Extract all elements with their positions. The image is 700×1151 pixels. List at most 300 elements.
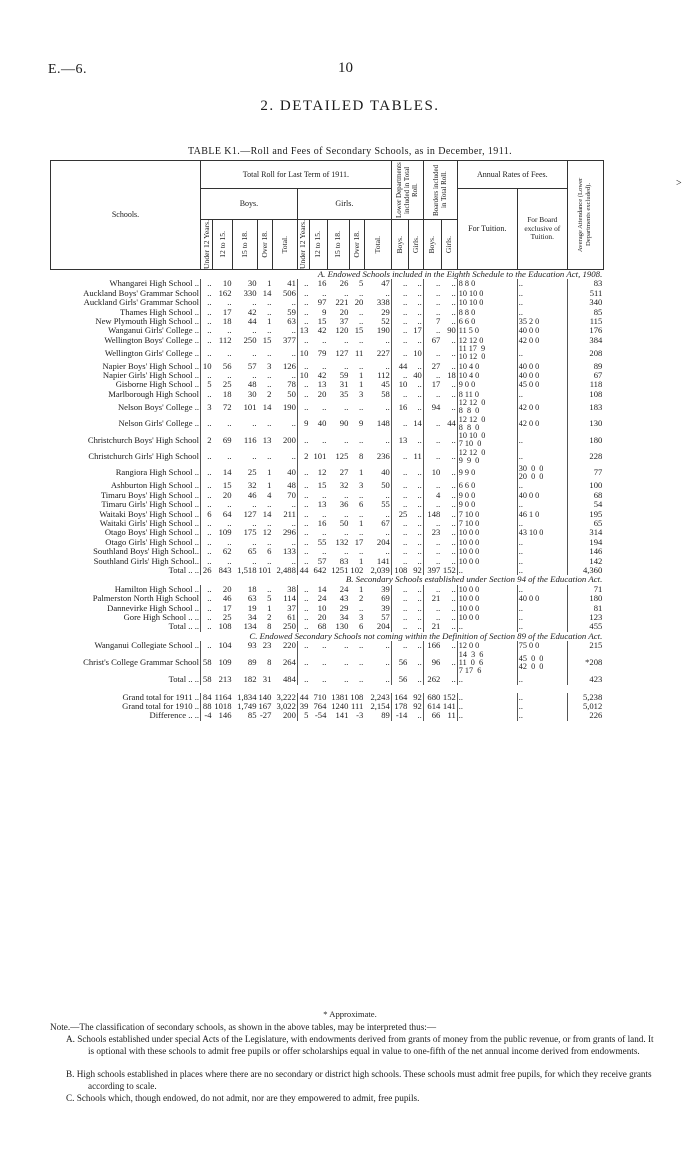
- table-cell: 14: [222, 467, 232, 478]
- school-name: New Plymouth High School ..: [95, 317, 199, 327]
- table-cell: 10 10 0: [457, 298, 517, 307]
- table-row: [51, 538, 604, 547]
- table-cell: ..: [517, 449, 567, 465]
- table-cell: ..: [451, 622, 456, 632]
- table-cell: ..: [358, 528, 364, 538]
- col-header: [272, 220, 297, 270]
- table-cell: 94: [423, 399, 441, 415]
- table-cell: 45 0 0: [517, 380, 567, 389]
- table-cell: ..: [201, 416, 213, 432]
- table-cell: 92: [413, 702, 422, 712]
- table-cell: ..: [417, 556, 422, 566]
- table-cell: ..: [391, 604, 408, 613]
- roll-fees-table: [50, 160, 604, 721]
- table-cell: 20: [222, 584, 232, 594]
- school-name: Difference .. ..: [149, 711, 199, 721]
- col-label: Girls.: [410, 235, 420, 254]
- table-cell: 2,243: [370, 692, 390, 702]
- table-cell: 69: [222, 434, 232, 445]
- table-cell: 21: [423, 622, 441, 631]
- table-cell: ..: [391, 528, 408, 537]
- table-cell: 79: [317, 347, 327, 358]
- table-cell: 146: [218, 711, 232, 721]
- table-cell: 11: [413, 451, 422, 461]
- table-cell: 211: [283, 509, 296, 519]
- col-header: [441, 220, 457, 270]
- table-row: [51, 298, 604, 307]
- girls-header: Girls.: [297, 189, 391, 220]
- table-cell: ..: [291, 371, 296, 381]
- table-cell: 134: [243, 622, 257, 632]
- table-cell: ..: [344, 361, 349, 371]
- table-cell: ..: [267, 326, 272, 336]
- table-cell: ..: [201, 390, 213, 399]
- table-cell: ..: [358, 335, 364, 345]
- table-cell: 8: [358, 451, 364, 461]
- table-cell: 120: [335, 326, 349, 336]
- school-name: Otago Boys' High School ..: [104, 528, 199, 538]
- table-cell: ..: [297, 390, 309, 399]
- table-cell: 114: [283, 594, 296, 604]
- table-cell: 152: [442, 565, 456, 575]
- table-cell: ..: [451, 279, 456, 289]
- school-name: Palmerston North High School: [92, 594, 199, 604]
- table-cell: ..: [201, 641, 213, 650]
- page-number: 10: [338, 60, 353, 76]
- col-label: Under 12 Years.: [298, 220, 308, 269]
- col-label: 15 to 18.: [240, 231, 249, 258]
- table-cell: ..: [291, 518, 296, 528]
- table-cell: ..: [201, 317, 213, 326]
- table-cell: ..: [451, 317, 456, 327]
- table-cell: -3: [356, 711, 364, 721]
- table-cell: 264: [283, 657, 296, 668]
- table-cell: 6: [358, 500, 364, 510]
- table-cell: 130: [567, 416, 603, 432]
- table-cell: 29: [339, 603, 349, 613]
- table-cell: 10 0 0: [457, 538, 517, 547]
- table-cell: 2: [297, 449, 309, 465]
- table-cell: ..: [322, 528, 327, 538]
- table-cell: 127: [335, 347, 349, 358]
- table-body: [51, 270, 604, 721]
- table-cell: ..: [451, 467, 456, 478]
- table-cell: ..: [201, 298, 213, 307]
- table-cell: 142: [567, 557, 603, 566]
- table-cell: ..: [451, 380, 456, 390]
- table-cell: ..: [391, 416, 408, 432]
- col-label: Total.: [372, 235, 382, 254]
- table-cell: 44: [247, 317, 257, 327]
- table-cell: 44: [447, 418, 456, 429]
- table-cell: ..: [322, 641, 327, 651]
- table-cell: ..: [451, 641, 456, 651]
- table-cell: 204: [376, 537, 390, 547]
- table-cell: ..: [267, 518, 272, 528]
- table-cell: 10 4 0: [457, 362, 517, 371]
- table-cell: 5,238: [567, 693, 603, 702]
- table-cell: ..: [252, 537, 257, 547]
- table-cell: ..: [227, 326, 232, 336]
- table-cell: 296: [283, 528, 296, 538]
- boarders-header: [423, 161, 457, 220]
- table-cell: -54: [314, 711, 327, 721]
- table-cell: ..: [344, 547, 349, 557]
- table-cell: ..: [267, 584, 272, 594]
- table-cell: ..: [252, 298, 257, 308]
- table-cell: ..: [201, 613, 213, 622]
- table-header: [51, 161, 604, 270]
- table-cell: ..: [227, 556, 232, 566]
- table-cell: 45 0 0 42 0 0: [517, 651, 567, 676]
- table-cell: 63: [247, 594, 257, 604]
- table-cell: ..: [385, 490, 390, 500]
- table-cell: 204: [376, 622, 390, 632]
- table-cell: 180: [567, 594, 603, 603]
- table-cell: 42 0 0: [517, 336, 567, 345]
- col-label: 12 to 15.: [313, 231, 323, 258]
- table-cell: ..: [417, 641, 422, 651]
- table-cell: 89: [247, 657, 257, 668]
- table-cell: 9: [322, 307, 327, 317]
- table-cell: ..: [201, 547, 213, 556]
- table-cell: ..: [267, 380, 272, 390]
- table-cell: 54: [567, 500, 603, 509]
- table-cell: ..: [417, 380, 422, 390]
- table-cell: 44: [297, 693, 309, 702]
- table-cell: ..: [423, 345, 441, 361]
- table-cell: ..: [297, 289, 309, 298]
- table-cell: 90: [447, 326, 456, 336]
- table-cell: 133: [283, 547, 296, 557]
- school-name: Timaru Boys' High School ..: [100, 490, 199, 500]
- table-cell: ..: [344, 335, 349, 345]
- col-header: [327, 220, 349, 270]
- table-cell: 16: [317, 279, 327, 289]
- table-cell: ..: [201, 465, 213, 481]
- table-cell: ..: [227, 347, 232, 358]
- table-cell: ..: [417, 711, 422, 721]
- table-cell: 15: [354, 326, 364, 336]
- table-cell: 36: [339, 500, 349, 510]
- table-cell: ..: [358, 434, 364, 445]
- table-cell: 15: [317, 481, 327, 491]
- table-cell: 92: [413, 692, 422, 702]
- col-label: 15 to 18.: [333, 231, 343, 258]
- table-cell: 250: [283, 622, 296, 632]
- table-cell: ..: [451, 556, 456, 566]
- table-cell: 31: [262, 675, 272, 685]
- table-row: [51, 326, 604, 335]
- table-cell: ..: [358, 547, 364, 557]
- table-cell: ..: [517, 345, 567, 361]
- table-cell: 8 8 0: [457, 279, 517, 288]
- table-cell: 12 12 0: [457, 336, 517, 345]
- table-cell: ..: [451, 518, 456, 528]
- table-cell: ..: [417, 500, 422, 510]
- table-cell: 455: [567, 622, 603, 631]
- table-cell: 8: [267, 622, 272, 632]
- table-cell: ..: [417, 335, 422, 345]
- table-cell: 78: [287, 380, 296, 390]
- table-cell: 37: [339, 317, 349, 327]
- schools-header: Schools.: [51, 161, 201, 270]
- table-cell: 1: [358, 380, 364, 390]
- school-name: Thames High School ..: [119, 307, 199, 317]
- table-cell: ..: [227, 451, 232, 461]
- table-cell: 4: [423, 491, 441, 500]
- table-cell: ..: [291, 556, 296, 566]
- table-cell: 39: [381, 603, 390, 613]
- table-row: [51, 641, 604, 650]
- table-cell: ..: [385, 528, 390, 538]
- section-caption-row: [51, 632, 604, 641]
- table-cell: 20: [317, 613, 327, 622]
- table-cell: ..: [297, 613, 309, 622]
- table-cell: 46 1 0: [517, 510, 567, 519]
- table-cell: ..: [227, 418, 232, 429]
- table-cell: 25: [222, 613, 232, 622]
- table-cell: 104: [218, 641, 232, 651]
- table-cell: 21: [423, 594, 441, 603]
- table-cell: ..: [358, 307, 364, 317]
- table-cell: 17: [413, 326, 422, 336]
- table-cell: 30: [247, 279, 257, 289]
- school-name: Total .. ..: [168, 565, 199, 575]
- table-row: [51, 416, 604, 432]
- table-cell: ..: [391, 557, 408, 566]
- table-cell: ..: [201, 594, 213, 603]
- table-cell: 96: [423, 651, 441, 676]
- table-cell: 17: [423, 380, 441, 389]
- table-cell: ..: [391, 317, 408, 326]
- table-row: [51, 500, 604, 509]
- table-cell: ..: [385, 288, 390, 298]
- table-cell: 11 5 0: [457, 326, 517, 335]
- table-cell: ..: [227, 371, 232, 381]
- table-cell: 67: [567, 371, 603, 380]
- table-cell: ..: [517, 693, 567, 702]
- table-cell: 3,022: [276, 702, 296, 712]
- table-cell: ..: [322, 490, 327, 500]
- table-cell: 1: [358, 518, 364, 528]
- table-cell: 14: [262, 401, 272, 412]
- table-cell: ..: [297, 432, 309, 448]
- table-cell: 83: [567, 279, 603, 288]
- table-cell: 164: [391, 693, 408, 702]
- table-cell: ..: [385, 335, 390, 345]
- school-name: Christ's College Grammar School: [83, 657, 199, 668]
- table-cell: 12 12 0 8 8 0: [457, 416, 517, 432]
- table-cell: ..: [391, 465, 408, 481]
- table-row: [51, 308, 604, 317]
- table-cell: ..: [267, 298, 272, 308]
- table-cell: 12 12 0 8 8 0: [457, 399, 517, 415]
- table-row: [51, 362, 604, 371]
- table-cell: ..: [451, 298, 456, 308]
- table-cell: 4,360: [567, 566, 603, 575]
- table-cell: ..: [391, 641, 408, 650]
- table-cell: ..: [423, 416, 441, 432]
- table-cell: 12 0 0: [457, 641, 517, 650]
- table-cell: 40 0 0: [517, 594, 567, 603]
- table-cell: 2: [201, 432, 213, 448]
- table-cell: ..: [201, 491, 213, 500]
- table-cell: 12: [317, 467, 327, 478]
- table-cell: 423: [567, 675, 603, 684]
- table-cell: 111: [351, 702, 364, 712]
- table-cell: 6 6 0: [457, 317, 517, 326]
- school-name: Total .. ..: [168, 622, 199, 632]
- table-cell: ..: [201, 481, 213, 490]
- table-cell: 29: [381, 307, 390, 317]
- table-cell: ..: [457, 711, 517, 720]
- table-cell: 34: [339, 613, 349, 622]
- boarders-label: Boarders included in Total Roll.: [432, 164, 449, 216]
- table-cell: 48: [247, 380, 257, 390]
- table-cell: ..: [517, 500, 567, 509]
- table-cell: ..: [297, 594, 309, 603]
- table-cell: 70: [287, 490, 296, 500]
- table-cell: ..: [451, 547, 456, 557]
- table-cell: 194: [567, 538, 603, 547]
- table-cell: ..: [291, 418, 296, 429]
- table-cell: 764: [313, 702, 327, 712]
- table-cell: 11: [355, 347, 364, 358]
- table-cell: ..: [297, 557, 309, 566]
- table-cell: 5: [267, 594, 272, 604]
- table-cell: 38: [287, 584, 296, 594]
- for-tuition-header: For Tuition.: [457, 189, 517, 270]
- table-cell: 44: [391, 362, 408, 371]
- section-caption: A. Endowed Schools included in the Eighth Schedule to the Education Act, 1908.: [317, 269, 603, 279]
- table-cell: 40: [317, 418, 327, 429]
- table-cell: ..: [322, 547, 327, 557]
- table-cell: 15: [222, 481, 232, 491]
- table-cell: 85: [247, 711, 257, 721]
- table-cell: 3,222: [276, 692, 296, 702]
- avg-attendance-header: [567, 161, 603, 270]
- table-cell: 40 0 0: [517, 362, 567, 371]
- table-cell: 30 0 0 20 0 0: [517, 465, 567, 481]
- table-cell: ..: [344, 657, 349, 668]
- col-header: [233, 220, 258, 270]
- table-cell: ..: [391, 613, 408, 622]
- table-cell: 14: [262, 509, 272, 519]
- table-cell: ..: [517, 298, 567, 307]
- table-row: [51, 613, 604, 622]
- table-cell: ..: [344, 401, 349, 412]
- table-cell: 8 8 0: [457, 308, 517, 317]
- boys-header: Boys.: [201, 189, 298, 220]
- table-cell: ..: [267, 418, 272, 429]
- page-title: 2. DETAILED TABLES.: [260, 98, 440, 114]
- table-cell: ..: [517, 308, 567, 317]
- table-cell: 39: [381, 584, 390, 594]
- table-cell: ..: [297, 491, 309, 500]
- table-row: [51, 371, 604, 380]
- table-cell: 44: [297, 566, 309, 575]
- table-cell: ..: [291, 451, 296, 461]
- table-cell: 330: [243, 288, 257, 298]
- table-cell: ..: [201, 345, 213, 361]
- table-cell: ..: [385, 547, 390, 557]
- table-cell: 108: [567, 390, 603, 399]
- margin-mark: >: [676, 178, 682, 189]
- table-cell: ..: [227, 298, 232, 308]
- table-cell: 61: [287, 613, 296, 622]
- table-cell: 190: [376, 326, 390, 336]
- table-cell: ..: [451, 528, 456, 538]
- table-cell: 200: [283, 434, 296, 445]
- col-label: Boys.: [394, 235, 404, 254]
- table-cell: 377: [283, 335, 296, 345]
- table-row: [51, 604, 604, 613]
- table-cell: 118: [567, 380, 603, 389]
- table-cell: ..: [451, 361, 456, 371]
- school-name: Wanganui Collegiate School ..: [94, 641, 199, 651]
- school-name: Ashburton High School ..: [110, 481, 199, 491]
- table-cell: -14: [391, 711, 408, 720]
- table-cell: ..: [451, 603, 456, 613]
- table-cell: 55: [317, 537, 327, 547]
- table-cell: 68: [317, 622, 327, 632]
- table-cell: 2,039: [370, 565, 390, 575]
- table-cell: 63: [287, 317, 296, 327]
- table-cell: 141: [376, 556, 390, 566]
- table-cell: 10 0 0: [457, 594, 517, 603]
- table-cell: ..: [267, 347, 272, 358]
- table-cell: ..: [297, 399, 309, 415]
- table-cell: ..: [201, 528, 213, 537]
- table-cell: 40 0 0: [517, 326, 567, 335]
- note-c: C. Schools which, though endowed, do not admit, nor are they empowered to admit, free pupils.: [66, 1093, 420, 1103]
- spacer-row: [51, 685, 604, 693]
- table-cell: 10 0 0: [457, 547, 517, 556]
- table-cell: 13: [391, 432, 408, 448]
- table-cell: ..: [297, 538, 309, 547]
- table-cell: 511: [567, 289, 603, 298]
- school-name: Auckland Boys' Grammar School: [83, 288, 199, 298]
- table-cell: 130: [335, 622, 349, 632]
- table-cell: 24: [339, 584, 349, 594]
- table-cell: ..: [417, 481, 422, 491]
- table-cell: ..: [201, 371, 213, 380]
- table-cell: ..: [322, 335, 327, 345]
- table-cell: ..: [297, 547, 309, 556]
- table-cell: 8: [267, 657, 272, 668]
- annual-fees-header: Annual Rates of Fees.: [457, 161, 567, 189]
- table-cell: 141: [335, 711, 349, 721]
- table-cell: 195: [567, 510, 603, 519]
- table-cell: 10: [222, 279, 232, 289]
- table-cell: ..: [423, 289, 441, 298]
- table-cell: ..: [385, 434, 390, 445]
- col-label: Over 18.: [259, 231, 269, 258]
- table-cell: ..: [291, 537, 296, 547]
- table-cell: 1: [358, 584, 364, 594]
- school-name: Southland Girls' High School..: [93, 556, 199, 566]
- school-name: Southland Boys' High School..: [93, 547, 199, 557]
- table-cell: 182: [243, 675, 257, 685]
- table-cell: ..: [423, 308, 441, 317]
- table-cell: ..: [517, 557, 567, 566]
- table-cell: 112: [377, 371, 390, 381]
- table-cell: ..: [344, 509, 349, 519]
- table-row: [51, 399, 604, 415]
- table-cell: ..: [297, 308, 309, 317]
- table-cell: ..: [358, 641, 364, 651]
